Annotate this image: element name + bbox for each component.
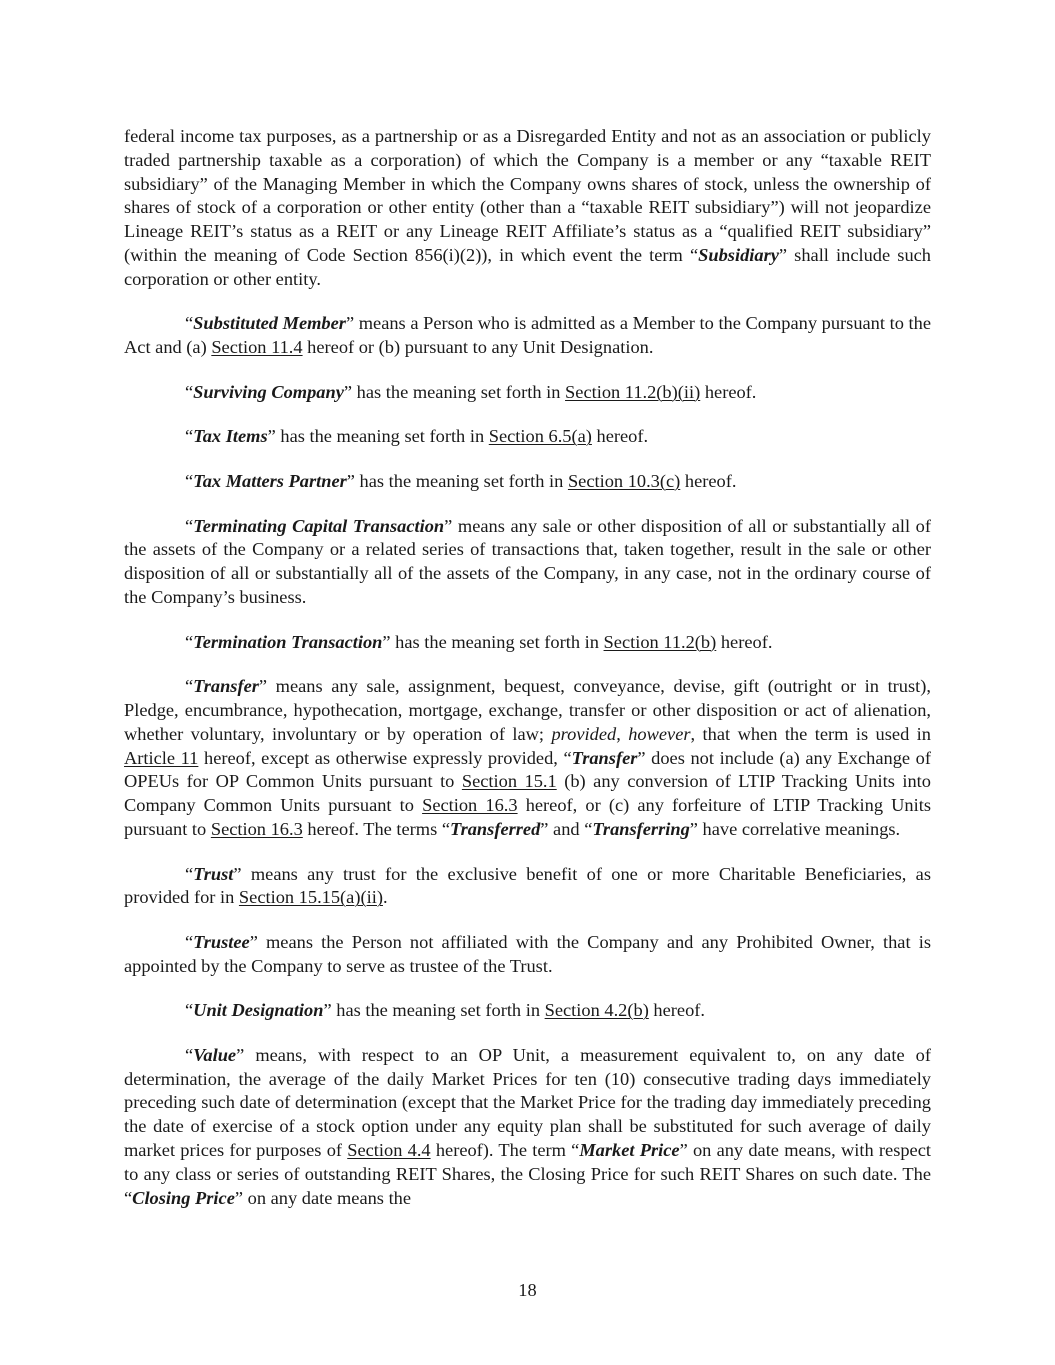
paragraph-definition-termination-transaction xyxy=(124,631,931,655)
defined-term: Closing Price xyxy=(132,1187,235,1208)
body-text-run: ” have correlative meanings. xyxy=(689,818,901,839)
body-text-run: hereof. xyxy=(716,631,773,652)
defined-term: Terminating Capital Transaction xyxy=(193,515,445,536)
defined-term: Unit Designation xyxy=(193,1000,324,1021)
defined-term: Trust xyxy=(193,863,234,884)
section-reference[interactable]: Section 11.4 xyxy=(211,337,303,358)
defined-term: Transfer xyxy=(571,747,638,768)
body-text-run: (b) any conversion of LTIP Tracking Units into Company Common Units pursuant to xyxy=(124,771,931,816)
body-text-run: , that when the term is used in xyxy=(690,723,931,744)
section-reference[interactable]: Section 15.1 xyxy=(461,771,557,792)
body-text-run: ” has the meaning set forth in xyxy=(323,1000,545,1021)
body-text-run: “ xyxy=(185,313,194,334)
body-text-run: “ xyxy=(185,515,194,536)
defined-term: Value xyxy=(193,1044,237,1065)
body-text-run: hereof. xyxy=(591,426,649,447)
defined-term: Market Price xyxy=(579,1140,680,1161)
body-text-run: ” means any trust for the exclusive benefit of one or more Charitable Beneficiaries, as provided for in xyxy=(124,863,931,908)
body-text-run: ” means the Person not affiliated with the Company and any Prohibited Owner, that is appointed by the Company to serve as trustee of the Trust. xyxy=(124,931,931,976)
defined-term: Subsidiary xyxy=(698,244,779,265)
section-reference[interactable]: Section 11.2(b)(ii) xyxy=(565,381,701,402)
section-reference[interactable]: Section 16.3 xyxy=(210,818,303,839)
paragraph-definition-tax-items xyxy=(124,425,931,449)
body-text-run: “ xyxy=(185,931,194,952)
italic-text: however xyxy=(628,723,691,744)
paragraph-subsidiary-continuation xyxy=(124,125,931,292)
defined-term: Tax Items xyxy=(193,426,268,447)
body-text-run: “ xyxy=(185,381,194,402)
section-reference[interactable]: Section 6.5(a) xyxy=(488,426,592,447)
section-reference[interactable]: Section 16.3 xyxy=(422,795,518,816)
section-reference[interactable]: Section 10.3(c) xyxy=(567,470,681,491)
body-text-run: ” on any date means, with respect to any class or series of outstanding REIT Shares, the Closing Price for such REIT Shares on such date. The “ xyxy=(124,1140,931,1208)
body-text-run: “ xyxy=(185,631,194,652)
body-text-run: “ xyxy=(185,470,194,491)
body-text-run: “ xyxy=(185,1044,194,1065)
section-reference[interactable]: Section 4.4 xyxy=(347,1140,431,1161)
body-text-run: “ xyxy=(185,426,194,447)
body-text-run: hereof. The terms “ xyxy=(302,818,451,839)
definitions-body xyxy=(124,125,931,1231)
body-text-run: ” has the meaning set forth in xyxy=(267,426,489,447)
page-number: 18 xyxy=(518,1280,537,1300)
defined-term: Termination Transaction xyxy=(193,631,383,652)
paragraph-definition-tax-matters-partner xyxy=(124,470,931,494)
body-text-run: hereof, or (c) any forfeiture of LTIP Tracking Units pursuant to xyxy=(124,795,931,839)
body-text-run: “ xyxy=(185,1000,194,1021)
defined-term: Trustee xyxy=(193,931,250,952)
defined-term: Transfer xyxy=(193,676,259,697)
body-text-run: ” has the meaning set forth in xyxy=(346,470,568,491)
body-text-run: ” means a Person who is admitted as a Member to the Company pursuant to the Act and (a) xyxy=(124,313,931,358)
paragraph-definition-value xyxy=(124,1044,931,1211)
body-text-run: hereof, except as otherwise expressly provided, “ xyxy=(198,747,572,768)
body-text-run: ” and “ xyxy=(540,818,593,839)
section-reference[interactable]: Section 4.2(b) xyxy=(544,1000,649,1021)
body-text-run: ” has the meaning set forth in xyxy=(382,631,604,652)
paragraph-definition-surviving-company xyxy=(124,381,931,405)
body-text-run: “ xyxy=(185,676,194,697)
body-text-run: ” means, with respect to an OP Unit, a measurement equivalent to, on any date of determination, the average of the daily Market Prices for ten (10) consecutive trading days immediately preceding such date of determination (except that the Market Price for the trading day immediately preceding the date of exercise of a stock option under any equity plan shall be substituted for such average of daily market prices for purposes of xyxy=(124,1044,931,1161)
body-text-run: ” on any date means the xyxy=(234,1187,412,1208)
paragraph-definition-transfer xyxy=(124,675,931,842)
body-text-run: ” means any sale or other disposition of all or substantially all of the assets of the Company or a related series of transactions that, taken together, result in the sale or other disposition of all or substantially all of the assets of the Company, in any case, not in the ordinary course of the Company’s business. xyxy=(124,515,931,607)
body-text-run: hereof. xyxy=(700,381,757,402)
body-text-run: federal income tax purposes, as a partnership or as a Disregarded Entity and not as an association or publicly traded partnership taxable as a corporation) of which the Company is a member or any “taxable REIT subsidiary” of the Managing Member in which the Company owns shares of stock, unless the ownership of shares of stock of a corporation or other entity (other than a “taxable REIT subsidiary”) will not jeopardize Lineage REIT’s status as a REIT or any Lineage REIT Affiliate’s status as a “qualified REIT subsidiary” (within the meaning of Code Section 856(i)(2)), in which event the term “ xyxy=(124,126,931,265)
body-text-run: ” has the meaning set forth in xyxy=(343,381,566,402)
body-text-run: ” shall include such corporation or other entity. xyxy=(124,244,931,289)
body-text-run: . xyxy=(382,887,388,908)
body-text-run: hereof or (b) pursuant to any Unit Designation. xyxy=(302,337,654,358)
defined-term: Substituted Member xyxy=(193,313,346,334)
body-text-run: , xyxy=(616,723,629,744)
defined-term: Tax Matters Partner xyxy=(193,470,347,491)
section-reference[interactable]: Article 11 xyxy=(124,747,199,768)
body-text-run: “ xyxy=(185,863,194,884)
body-text-run: hereof. xyxy=(648,1000,705,1021)
paragraph-definition-trust xyxy=(124,863,931,911)
paragraph-definition-trustee xyxy=(124,931,931,979)
paragraph-definition-substituted-member xyxy=(124,312,931,360)
defined-term: Transferring xyxy=(592,818,690,839)
defined-term: Surviving Company xyxy=(193,381,344,402)
body-text-run: ” does not include (a) any Exchange of OPEUs for OP Common Units pursuant to xyxy=(124,747,931,792)
body-text-run: hereof. xyxy=(680,470,737,491)
body-text-run: hereof). The term “ xyxy=(430,1140,580,1161)
body-text-run: ” means any sale, assignment, bequest, conveyance, devise, gift (outright or in trust), Pledge, encumbrance, hypothecation, mortgage, exchange, transfer or other disposition or act of alienation, whether voluntary, involuntary or by operation of law; xyxy=(124,676,931,744)
section-reference[interactable]: Section 15.15(a)(ii) xyxy=(238,887,383,908)
paragraph-definition-terminating-capital-transaction xyxy=(124,515,931,610)
section-reference[interactable]: Section 11.2(b) xyxy=(603,631,717,652)
defined-term: Transferred xyxy=(450,818,541,839)
paragraph-definition-unit-designation xyxy=(124,999,931,1023)
italic-text: provided xyxy=(551,723,617,744)
